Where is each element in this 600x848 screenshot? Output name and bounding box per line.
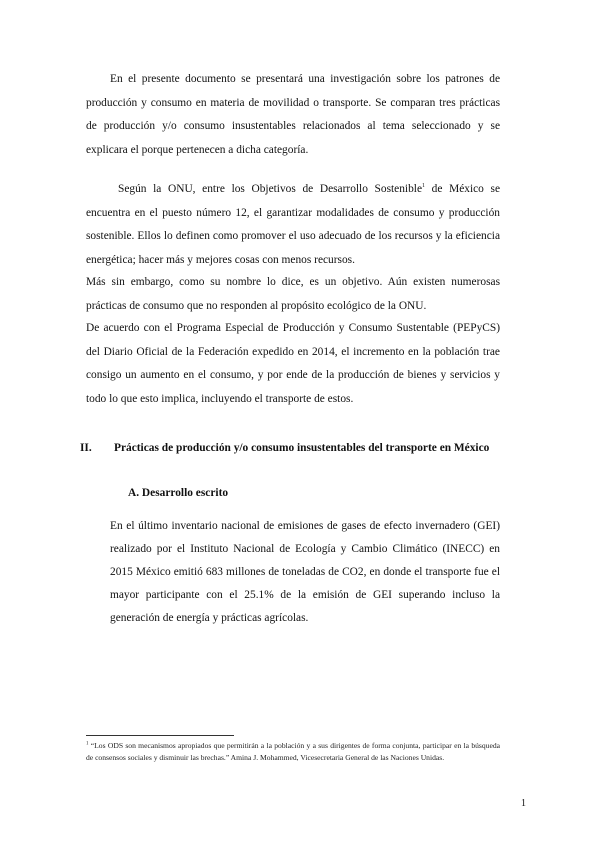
section-title: Prácticas de producción y/o consumo insustentables del transporte en México bbox=[114, 442, 490, 454]
section-heading bbox=[80, 442, 489, 454]
onu-text-end: de México se encuentra en el puesto número 12, el garantizar modalidades de consumo y producción sostenible. Ellos lo definen como promover el uso adecuado de los recursos y la eficiencia energética; hacer más y mejores cosas con menos recursos. bbox=[86, 183, 500, 266]
page-number: 1 bbox=[521, 798, 526, 809]
onu-paragraph bbox=[86, 178, 500, 272]
intro-paragraph: En el presente documento se presentará una investigación sobre los patrones de producción y consumo en materia de movilidad o transporte. Se comparan tres prácticas de producción y/o consumo insustentables relacionados al tema seleccionado y se explicara el porque pertenecen a dicha categoría. bbox=[86, 73, 500, 156]
subsection-heading: A. Desarrollo escrito bbox=[128, 487, 229, 499]
subsection-paragraph: En el último inventario nacional de emisiones de gases de efecto invernadero (GEI) realizado por el Instituto Nacional de Ecología y Cambio Climático (INECC) en 2015 México emitió 683 millones de toneladas de CO2, en donde el transporte fue el mayor participante con el 25.1% de la emisión de GEI superando incluso la generación de energía y prácticas agrícolas. bbox=[110, 520, 500, 624]
objective-paragraph: Más sin embargo, como su nombre lo dice, es un objetivo. Aún existen numerosas prácticas de consumo que no responden al propósito ecológico de la ONU. bbox=[86, 276, 500, 312]
footnote-divider bbox=[86, 735, 234, 736]
footnote-text: “Los ODS son mecanismos apropiados que permitirán a la población y a sus dirigentes de forma conjunta, participar en la búsqueda de consensos sociales y disminuir las brechas.” Amina J. Mohammed, Vicesecretaria General de las Naciones Unidas. bbox=[86, 741, 500, 762]
onu-text-start: Según la ONU, entre los Objetivos de Desarrollo Sostenible bbox=[118, 183, 423, 195]
footnote bbox=[86, 740, 500, 764]
footnote-reference[interactable]: 1 bbox=[422, 183, 426, 190]
pepycs-paragraph: De acuerdo con el Programa Especial de Producción y Consumo Sustentable (PEPyCS) del Diario Oficial de la Federación expedido en 2014, el incremento en la población trae consigo un aumento en el consumo, y por ende de la producción de bienes y servicios y todo lo que esto implica, incluyendo el transporte de estos. bbox=[86, 322, 500, 405]
footnote-marker: 1 bbox=[86, 741, 89, 747]
section-number: II. bbox=[80, 442, 92, 454]
